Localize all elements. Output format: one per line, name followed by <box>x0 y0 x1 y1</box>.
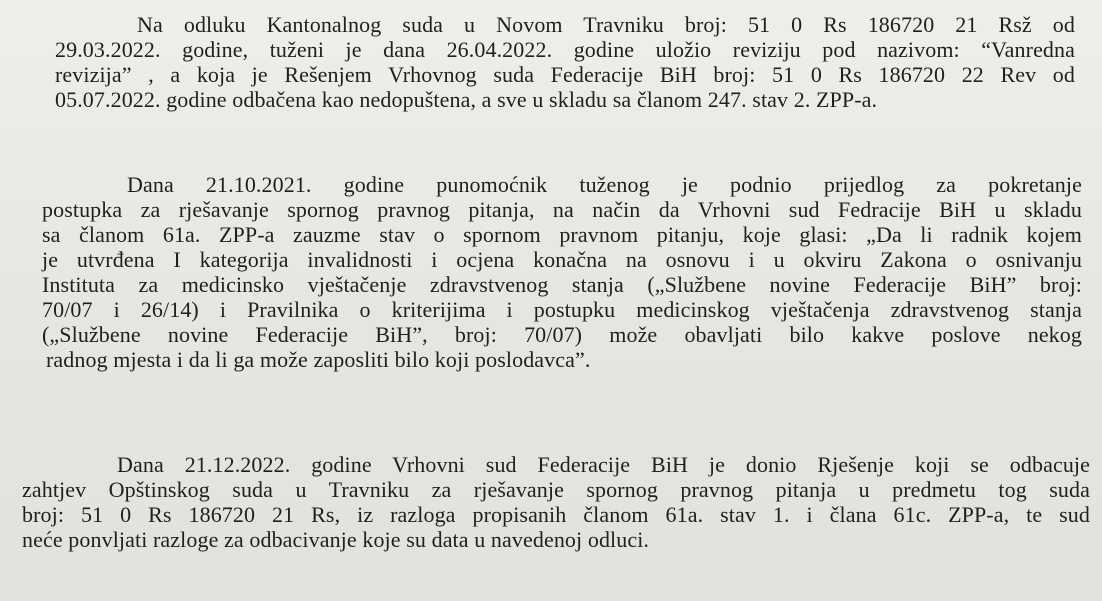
paragraph-2 <box>42 172 1082 372</box>
text-line: revizija” , a koja je Rešenjem Vrhovnog suda Federacije BiH broj: 51 0 Rs 186720 22 Rev od <box>55 62 1075 87</box>
text-line: („Službene novine Federacije BiH”, broj: 70/07) može obavljati bilo kakve poslove nekog <box>42 322 1082 347</box>
text-line: radnog mjesta i da li ga može zaposliti bilo koji poslodavca”. <box>46 347 591 372</box>
text-line: Dana 21.10.2021. godine punomoćnik tuženog je podnio prijedlog za pokretanje <box>127 172 1082 197</box>
text-line: broj: 51 0 Rs 186720 21 Rs, iz razloga propisanih članom 61a. stav 1. i člana 61c. ZPP-a, te sud <box>22 502 1090 527</box>
text-line: je utvrđena I kategorija invalidnosti i ocjena konačna na osnovu i u okviru Zakona o osnivanju <box>42 247 1082 272</box>
text-line: Dana 21.12.2022. godine Vrhovni sud Federacije BiH je donio Rješenje koji se odbacuje <box>117 452 1090 477</box>
text-line: 29.03.2022. godine, tuženi je dana 26.04.2022. godine uložio reviziju pod nazivom: “Vanredna <box>55 37 1075 62</box>
text-line: neće ponvljati razloge za odbacivanje koje su data u navedenoj odluci. <box>22 527 650 552</box>
paragraph-3 <box>22 452 1090 552</box>
text-line: Instituta za medicinsko vještačenje zdravstvenog stanja („Službene novine Federacije BiH” broj: <box>42 272 1082 297</box>
text-line: zahtjev Opštinskog suda u Travniku za rješavanje spornog pravnog pitanja u predmetu tog suda <box>22 477 1090 502</box>
text-line: 05.07.2022. godine odbačena kao nedopuštena, a sve u skladu sa članom 247. stav 2. ZPP-a. <box>55 87 878 112</box>
text-line: sa članom 61a. ZPP-a zauzme stav o spornom pravnom pitanju, koje glasi: „Da li radnik kojem <box>42 222 1082 247</box>
text-line: Na odluku Kantonalnog suda u Novom Travniku broj: 51 0 Rs 186720 21 Rsž od <box>137 12 1075 37</box>
paragraph-1 <box>55 12 1075 112</box>
text-line: 70/07 i 26/14) i Pravilnika o kriterijima i postupku medicinskog vještačenja zdravstvenog stanja <box>42 297 1082 322</box>
text-line: postupka za rješavanje spornog pravnog pitanja, na način da Vrhovni sud Fedracije BiH u skladu <box>42 197 1082 222</box>
